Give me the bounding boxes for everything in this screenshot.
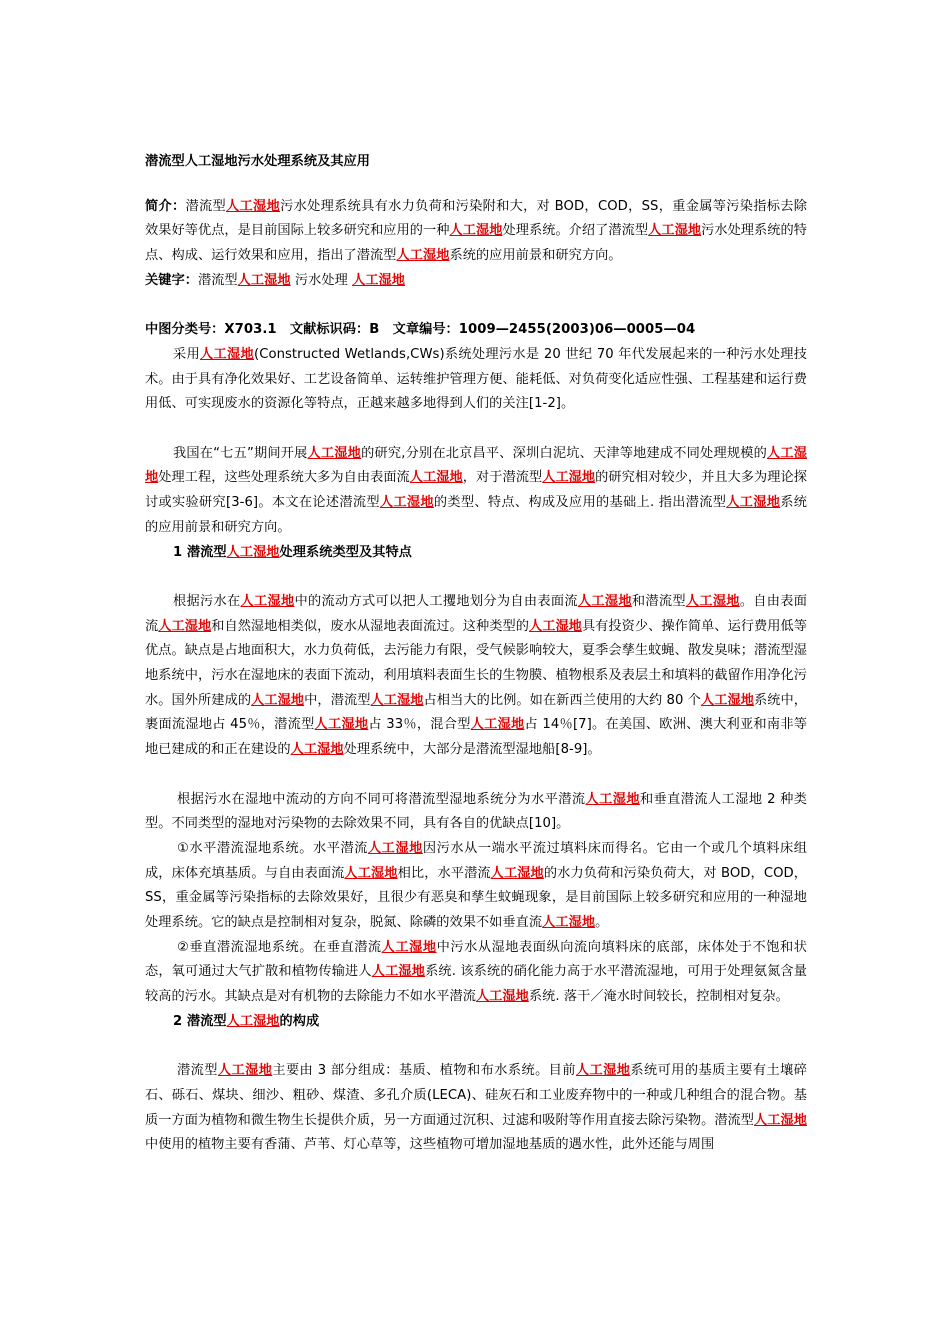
keyword-link[interactable]: 人工湿地	[226, 198, 281, 214]
keyword-link[interactable]: 人工湿地	[226, 544, 280, 560]
document-title: 潜流型人工湿地污水处理系统及其应用	[145, 154, 371, 169]
keyword-link[interactable]: 人工湿地	[700, 692, 755, 708]
types-paragraph: 根据污水在人工湿地中的流动方式可以把人工攫地划分为自由表面流人工湿地和潜流型人工湿地。自由表面流人工湿地和自然湿地相类似，废水从湿地表面流过。这种类型的人工湿地具有投资少、操作简单、运行费用低等优点。缺点是占地面积大，水力负荷低，去污能力有限，受气候影响较大，夏季会孳生蚊蝇、散发臭味；潜流型湿地系统中，污水在湿地床的表面下流动，利用填料表面生长的生物膜、植物根系及表层土和填料的截留作用净化污水。国外所建成的人工湿地中，潜流型人工湿地占相当大的比例。如在新西兰使用的大约 80 个人工湿地系统中，裹面流湿地占 45％，潜流型人工湿地占 33％，混合型人工湿地占 14％[7]。在美国、欧洲、澳大利亚和南非等地已建成的和正在建设的人工湿地处理系统中，大部分是潜流型湿地船[8-9]。	[145, 593, 808, 758]
keyword-link[interactable]: 人工湿地	[648, 223, 702, 239]
document-page	[145, 150, 807, 1158]
keyword-link[interactable]: 人工湿地	[396, 248, 450, 264]
keyword-link[interactable]: 人工湿地	[528, 618, 582, 634]
keyword-link[interactable]: 人工湿地	[370, 692, 424, 708]
keyword-link[interactable]: 人工湿地	[344, 865, 398, 881]
keyword-link[interactable]: 人工湿地	[367, 840, 423, 856]
keyword-link[interactable]: 人工湿地	[585, 791, 640, 807]
keyword-link[interactable]: 人工湿地	[217, 1063, 273, 1079]
keyword-link[interactable]: 人工湿地	[575, 1063, 631, 1079]
keyword-link[interactable]: 人工湿地	[240, 593, 295, 609]
keyword-link[interactable]: 人工湿地	[449, 223, 503, 239]
keyword-link[interactable]: 人工湿地	[352, 272, 406, 288]
flow-direction-paragraph: 根据污水在湿地中流动的方向不同可将潜流型湿地系统分为水平潜流人工湿地和垂直潜流人工湿地 2 种类型。不同类型的湿地对污染物的去除效果不同，具有各自的优缺点[10]。	[145, 791, 808, 832]
horizontal-flow-paragraph: ①水平潜流湿地系统。水平潜流人工湿地因污水从一端水平流过填料床而得名。它由一个或几个填料床组成，床体充填基质。与自由表面流人工湿地相比，水平潜流人工湿地的水力负荷和污染负荷大，对 BOD，COD，SS，重金属等污染指标的去除效果好，且很少有恶臭和孳生蚊蝇现象，是目前国际上较多研究和应用的一种湿地处理系统。它的缺点是控制相对复杂，脱氮、除磷的效果不如垂直流人工湿地。	[145, 840, 808, 931]
background-paragraph: 我国在“七五”期间开展人工湿地的研究,分别在北京昌平、深圳白泥坑、天津等地建成不同处理规模的人工湿地处理工程，这些处理系统大多为自由表面流人工湿地，对于潜流型人工湿地的研究相对较少，并且大多为理论探讨或实验研究[3-6]。本文在论述潜流型人工湿地的类型、特点、构成及应用的基础上. 指出潜流型人工湿地系统的应用前景和研究方向。	[145, 445, 807, 535]
section-heading-2: 2 潜流型人工湿地的构成	[173, 1013, 320, 1029]
intro-paragraph: 采用人工湿地(Constructed Wetlands,CWs)系统处理污水是 20 世纪 70 年代发展起来的一种污水处理技术。由于具有净化效果好、工艺设备简单、运转维护管理方便、能耗低、对负荷变化适应性强、工程基建和运行费用低、可实现废水的资源化等特点，正越来越多地得到人们的关注[1-2]。	[145, 346, 807, 412]
keyword-link[interactable]: 人工湿地	[314, 717, 369, 733]
keyword-link[interactable]: 人工湿地	[475, 989, 529, 1005]
classification-line: 中图分类号：X703.1 文献标识码：B 文章编号：1009—2455(2003)06—0005—04	[145, 322, 696, 338]
keyword-link[interactable]: 人工湿地	[726, 495, 781, 511]
keyword-link[interactable]: 人工湿地	[542, 915, 596, 931]
keyword-link[interactable]: 人工湿地	[226, 1013, 280, 1029]
keyword-link[interactable]: 人工湿地	[200, 346, 255, 362]
keyword-link[interactable]: 人工湿地	[409, 470, 463, 486]
keyword-link[interactable]: 人工湿地	[371, 964, 426, 980]
keyword-link[interactable]: 人工湿地	[379, 495, 434, 511]
keyword-link[interactable]: 人工湿地	[470, 717, 525, 733]
composition-paragraph: 潜流型人工湿地主要由 3 部分组成：基质、植物和布水系统。目前人工湿地系统可用的基质主要有土壤碎石、砾石、煤块、细沙、粗砂、煤渣、多孔介质(LECA)、硅灰石和工业废弃物中的一种或几种组合的混合物。基质一方面为植物和微生物生长提供介质，另一方面通过沉积、过滤和吸附等作用直接去除污染物。潜流型人工湿地中使用的植物主要有香蒲、芦苇、灯心草等，这些植物可增加湿地基质的遇水性，此外还能与周围	[145, 1063, 808, 1153]
keyword-link[interactable]: 人工湿地	[251, 692, 305, 708]
keyword-link[interactable]: 人工湿地	[307, 445, 362, 461]
keywords-label: 关键字：	[145, 272, 198, 288]
keyword-link[interactable]: 人工湿地	[381, 939, 437, 955]
keywords-line: 关键字：潜流型人工湿地 污水处理 人工湿地	[145, 272, 406, 288]
keyword-link[interactable]: 人工湿地	[754, 1112, 808, 1128]
keyword-link[interactable]: 人工湿地	[577, 593, 632, 609]
keyword-link[interactable]: 人工湿地	[158, 618, 212, 634]
vertical-flow-paragraph: ②垂直潜流湿地系统。在垂直潜流人工湿地中污水从湿地表面纵向流向填料床的底部，床体处于不饱和状态，氧可通过大气扩散和植物传输进人人工湿地系统. 该系统的硝化能力高于水平潜流湿地，可用于处理氨氮含量较高的污水。其缺点是对有机物的去除能力不如水平潜流人工湿地系统. 落干／淹水时间较长，控制相对复杂。	[145, 939, 808, 1005]
abstract-paragraph: 简介：潜流型人工湿地污水处理系统具有水力负荷和污染附和大，对 BOD，COD，SS，重金属等污染指标去除效果好等优点，是目前国际上较多研究和应用的一种人工湿地处理系统。介绍了潜流型人工湿地污水处理系统的特点、构成、运行效果和应用，指出了潜流型人工湿地系统的应用前景和研究方向。	[145, 198, 808, 264]
keyword-link[interactable]: 人工湿地	[237, 272, 291, 288]
keyword-link[interactable]: 人工湿地	[290, 742, 344, 758]
keyword-link[interactable]: 人工湿地	[490, 865, 544, 881]
abstract-label: 简介：	[145, 198, 186, 214]
section-heading-1: 1 潜流型人工湿地处理系统类型及其特点	[173, 544, 412, 560]
keyword-link[interactable]: 人工湿地	[542, 470, 596, 486]
keyword-link[interactable]: 人工湿地	[145, 445, 807, 486]
keyword-link[interactable]: 人工湿地	[685, 593, 740, 609]
